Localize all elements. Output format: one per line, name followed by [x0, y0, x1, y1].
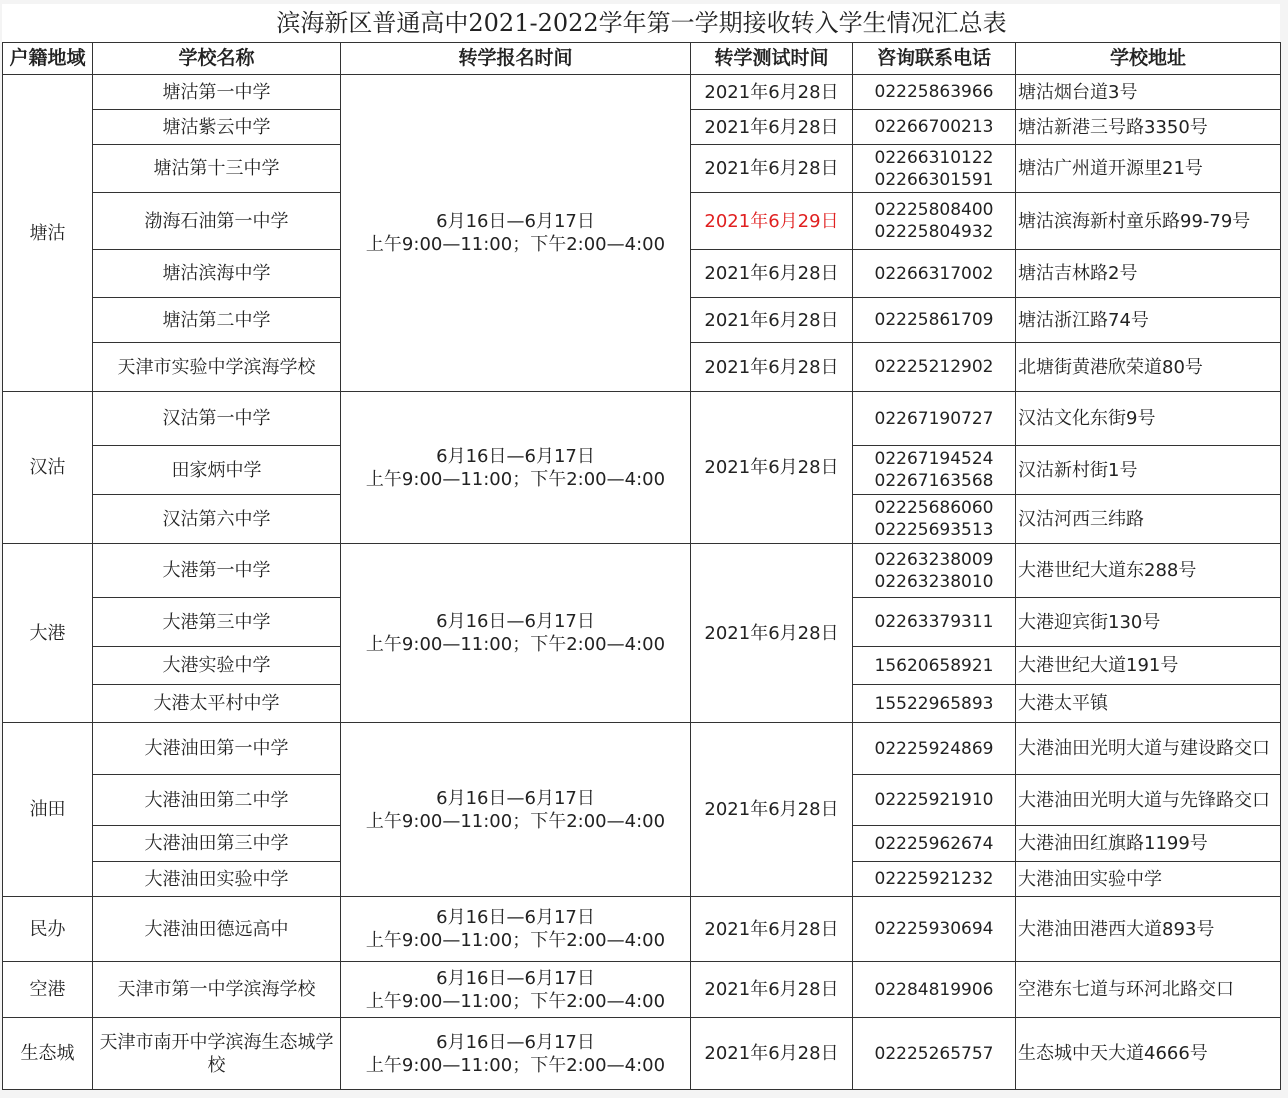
registration-time — [341, 392, 691, 544]
registration-line: 上午9:00—11:00；下午2:00—4:00 — [365, 1054, 666, 1076]
phone-number: 02266700213 — [874, 117, 994, 137]
phone-numbers — [853, 598, 1016, 647]
school-name: 天津市南开中学滨海生态城学校 — [93, 1018, 341, 1090]
phone-number: 02225921910 — [874, 790, 994, 810]
phone-number: 15522965893 — [874, 693, 994, 714]
school-address: 塘沽浙江路74号 — [1016, 298, 1281, 343]
registration-line: 上午9:00—11:00；下午2:00—4:00 — [365, 234, 666, 255]
header-registration: 转学报名时间 — [341, 43, 691, 75]
table-row — [3, 897, 1281, 962]
school-transfer-table — [2, 4, 1281, 1090]
registration-line: 上午9:00—11:00；下午2:00—4:00 — [365, 634, 666, 655]
phone-number: 02225930694 — [874, 919, 994, 939]
school-address: 塘沽新港三号路3350号 — [1016, 110, 1281, 145]
school-name: 大港实验中学 — [93, 647, 341, 685]
registration-line: 6月16日—6月17日 — [436, 907, 595, 928]
header-school: 学校名称 — [93, 43, 341, 75]
header-address: 学校地址 — [1016, 43, 1281, 75]
registration-line: 6月16日—6月17日 — [436, 211, 595, 232]
phone-numbers — [853, 75, 1016, 110]
phone-numbers — [853, 1018, 1016, 1090]
phone-number: 02266310122 — [874, 147, 994, 168]
test-date: 2021年6月28日 — [691, 145, 853, 193]
phone-numbers — [853, 723, 1016, 775]
phone-numbers — [853, 446, 1016, 495]
school-address: 北塘街黄港欣荣道80号 — [1016, 343, 1281, 392]
school-address: 空港东七道与环河北路交口 — [1016, 962, 1281, 1018]
region-cell: 生态城 — [3, 1018, 93, 1090]
test-date: 2021年6月28日 — [691, 544, 853, 723]
school-name: 大港太平村中学 — [93, 685, 341, 723]
school-name: 塘沽滨海中学 — [93, 250, 341, 298]
school-address: 汉沽河西三纬路 — [1016, 495, 1281, 544]
school-name: 大港油田第一中学 — [93, 723, 341, 775]
phone-number: 02267163568 — [874, 471, 994, 491]
registration-time — [341, 544, 691, 723]
phone-numbers — [853, 250, 1016, 298]
phone-number: 02225265757 — [874, 1043, 994, 1064]
phone-number: 02284819906 — [874, 979, 994, 1000]
test-date: 2021年6月28日 — [691, 897, 853, 962]
registration-line: 6月16日—6月17日 — [436, 787, 595, 809]
phone-number: 02267190727 — [874, 408, 994, 429]
phone-numbers — [853, 298, 1016, 343]
header-test: 转学测试时间 — [691, 43, 853, 75]
phone-number: 02263238010 — [874, 571, 994, 592]
school-name: 大港第三中学 — [93, 598, 341, 647]
registration-line: 上午9:00—11:00；下午2:00—4:00 — [365, 930, 666, 951]
registration-line: 上午9:00—11:00；下午2:00—4:00 — [365, 990, 666, 1012]
school-address: 大港迎宾街130号 — [1016, 598, 1281, 647]
test-date: 2021年6月28日 — [691, 110, 853, 145]
region-cell: 大港 — [3, 544, 93, 723]
phone-numbers — [853, 544, 1016, 598]
school-name: 塘沽第十三中学 — [93, 145, 341, 193]
phone-numbers — [853, 392, 1016, 446]
school-address: 大港世纪大道东288号 — [1016, 544, 1281, 598]
phone-number: 02225924869 — [874, 738, 994, 759]
region-cell: 民办 — [3, 897, 93, 962]
school-address: 大港太平镇 — [1016, 685, 1281, 723]
registration-line: 上午9:00—11:00；下午2:00—4:00 — [365, 810, 666, 832]
registration-time — [341, 1018, 691, 1090]
registration-line: 6月16日—6月17日 — [436, 967, 595, 989]
school-address: 汉沽新村街1号 — [1016, 446, 1281, 495]
phone-numbers — [853, 495, 1016, 544]
test-date: 2021年6月28日 — [691, 723, 853, 897]
phone-numbers — [853, 343, 1016, 392]
phone-number: 02225808400 — [874, 200, 994, 220]
phone-number: 02225212902 — [874, 357, 994, 377]
phone-numbers — [853, 897, 1016, 962]
phone-number: 02225861709 — [874, 310, 994, 330]
table-row — [3, 392, 1281, 446]
school-name: 天津市实验中学滨海学校 — [93, 343, 341, 392]
school-address: 生态城中天大道4666号 — [1016, 1018, 1281, 1090]
school-name: 汉沽第一中学 — [93, 392, 341, 446]
table-row — [3, 962, 1281, 1018]
test-date: 2021年6月28日 — [691, 962, 853, 1018]
school-name: 塘沽第二中学 — [93, 298, 341, 343]
phone-number: 02263238009 — [874, 549, 994, 570]
table-row — [3, 544, 1281, 598]
test-date: 2021年6月28日 — [691, 343, 853, 392]
region-cell: 塘沽 — [3, 75, 93, 392]
school-name: 大港第一中学 — [93, 544, 341, 598]
school-name: 塘沽第一中学 — [93, 75, 341, 110]
test-date: 2021年6月29日 — [691, 193, 853, 250]
phone-number: 02225962674 — [874, 833, 994, 854]
phone-numbers — [853, 826, 1016, 862]
summary-document — [2, 4, 1280, 1090]
school-name: 大港油田德远高中 — [93, 897, 341, 962]
table-row — [3, 75, 1281, 110]
phone-number: 02225686060 — [874, 498, 994, 518]
phone-numbers — [853, 862, 1016, 897]
registration-time — [341, 962, 691, 1018]
phone-number: 02266301591 — [874, 169, 994, 190]
table-row — [3, 1018, 1281, 1090]
school-address: 塘沽滨海新村童乐路99-79号 — [1016, 193, 1281, 250]
region-cell: 汉沽 — [3, 392, 93, 544]
school-name: 塘沽紫云中学 — [93, 110, 341, 145]
phone-number: 02225921232 — [874, 869, 994, 889]
school-name: 汉沽第六中学 — [93, 495, 341, 544]
test-date: 2021年6月28日 — [691, 75, 853, 110]
test-date: 2021年6月28日 — [691, 298, 853, 343]
school-address: 大港油田实验中学 — [1016, 862, 1281, 897]
school-address: 大港油田红旗路1199号 — [1016, 826, 1281, 862]
phone-number: 02225863966 — [874, 82, 994, 102]
phone-number: 02266317002 — [874, 263, 994, 284]
test-date: 2021年6月28日 — [691, 1018, 853, 1090]
header-region: 户籍地域 — [3, 43, 93, 75]
page-title: 滨海新区普通高中2021-2022学年第一学期接收转入学生情况汇总表 — [3, 4, 1281, 43]
phone-numbers — [853, 685, 1016, 723]
test-date: 2021年6月28日 — [691, 392, 853, 544]
registration-time — [341, 723, 691, 897]
phone-numbers — [853, 775, 1016, 826]
school-address: 塘沽烟台道3号 — [1016, 75, 1281, 110]
table-row — [3, 723, 1281, 775]
school-name: 天津市第一中学滨海学校 — [93, 962, 341, 1018]
school-address: 大港油田光明大道与先锋路交口 — [1016, 775, 1281, 826]
school-address: 大港世纪大道191号 — [1016, 647, 1281, 685]
school-name: 大港油田第二中学 — [93, 775, 341, 826]
registration-time — [341, 75, 691, 392]
phone-numbers — [853, 145, 1016, 193]
phone-number: 15620658921 — [874, 655, 994, 676]
phone-numbers — [853, 110, 1016, 145]
phone-numbers — [853, 647, 1016, 685]
registration-line: 6月16日—6月17日 — [436, 611, 595, 632]
registration-line: 上午9:00—11:00；下午2:00—4:00 — [365, 468, 666, 490]
header-row — [3, 43, 1281, 75]
school-name: 大港油田第三中学 — [93, 826, 341, 862]
registration-line: 6月16日—6月17日 — [436, 445, 595, 467]
phone-number: 02225804932 — [874, 222, 994, 242]
school-address: 大港油田光明大道与建设路交口 — [1016, 723, 1281, 775]
region-cell: 空港 — [3, 962, 93, 1018]
registration-line: 6月16日—6月17日 — [436, 1031, 595, 1053]
registration-time — [341, 897, 691, 962]
school-address: 汉沽文化东街9号 — [1016, 392, 1281, 446]
school-address: 大港油田港西大道893号 — [1016, 897, 1281, 962]
region-cell: 油田 — [3, 723, 93, 897]
phone-number: 02267194524 — [874, 449, 994, 469]
phone-number: 02225693513 — [874, 520, 994, 540]
test-date: 2021年6月28日 — [691, 250, 853, 298]
phone-numbers — [853, 193, 1016, 250]
school-address: 塘沽广州道开源里21号 — [1016, 145, 1281, 193]
school-name: 田家炳中学 — [93, 446, 341, 495]
phone-numbers — [853, 962, 1016, 1018]
phone-number: 02263379311 — [874, 612, 994, 632]
school-name: 渤海石油第一中学 — [93, 193, 341, 250]
school-name: 大港油田实验中学 — [93, 862, 341, 897]
school-address: 塘沽吉林路2号 — [1016, 250, 1281, 298]
header-phone: 咨询联系电话 — [853, 43, 1016, 75]
